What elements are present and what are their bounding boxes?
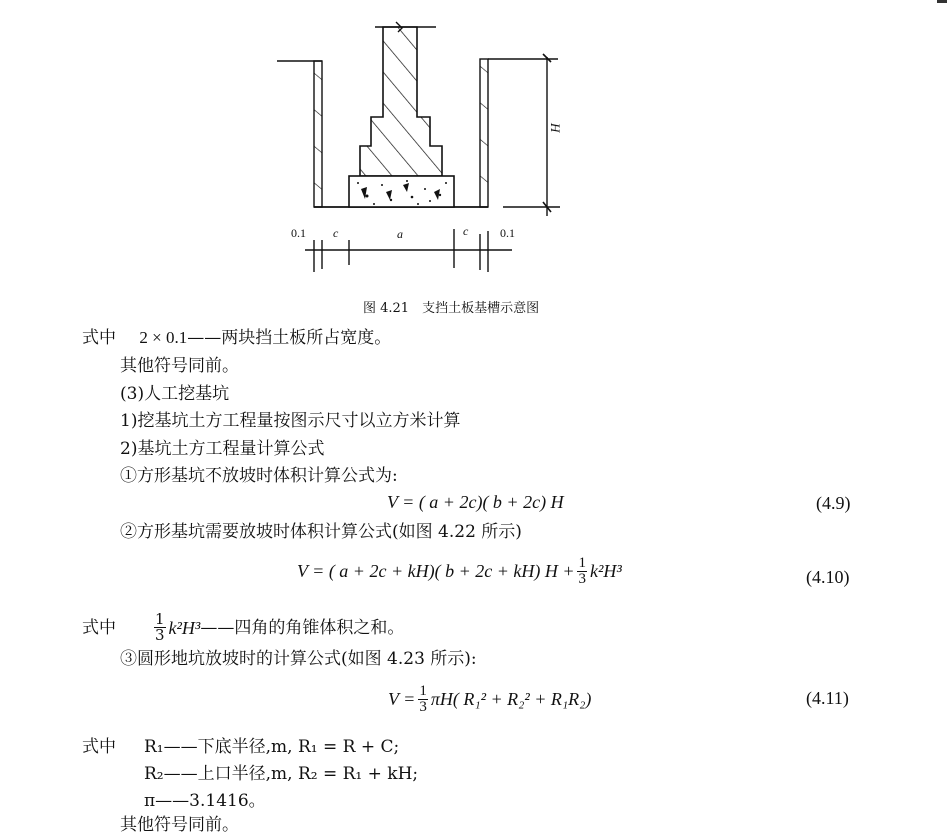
numerator: 1 — [155, 610, 165, 628]
paragraph: 其他符号同前。 — [120, 815, 239, 835]
paragraph: ②方形基坑需要放坡时体积计算公式(如图 4.22 所示) — [120, 522, 522, 542]
equation-lhs: V = — [388, 689, 416, 709]
equation-rhs: πH( R₁² + R₂² + R₁R₂) — [430, 689, 592, 709]
where-label: 式中 — [82, 328, 116, 348]
symbol: k²H³ — [168, 617, 201, 638]
symbol: 2 × 0.1 — [139, 328, 188, 347]
paragraph: ①方形基坑不放坡时体积计算公式为: — [120, 466, 398, 486]
definition: ——两块挡土板所占宽度。 — [187, 328, 392, 348]
definition-line-corner-pyramids — [82, 612, 404, 643]
definition-r2: R₂——上口半径,m, R₂ = R₁ + kH; — [144, 764, 419, 784]
dimension-label-a: a — [397, 227, 403, 241]
definition-pi: π——3.1416。 — [144, 791, 266, 811]
equation-4-11 — [388, 684, 591, 715]
dimension-label-left-c: c — [333, 226, 339, 240]
definition-line-board-width — [82, 328, 391, 348]
where-label: 式中 — [82, 737, 116, 757]
fraction — [154, 612, 166, 643]
equation-number: (4.9) — [816, 493, 851, 513]
figure-caption: 图 4.21 支挡土板基槽示意图 — [363, 301, 540, 316]
equation-4-10 — [297, 556, 622, 587]
equation-number: (4.11) — [806, 688, 849, 708]
numerator: 1 — [578, 555, 586, 571]
denominator: 3 — [155, 626, 165, 644]
equation-4-9: V = ( a + 2c)( b + 2c) H — [387, 492, 564, 512]
scan-artifact — [937, 0, 947, 3]
denominator: 3 — [578, 571, 586, 587]
where-label: 式中 — [82, 617, 116, 638]
dimension-label-h: H — [548, 123, 563, 133]
section-heading: (3)人工挖基坑 — [120, 384, 230, 404]
fraction — [418, 684, 428, 715]
foundation-trench-figure — [270, 0, 570, 290]
dimension-label-right-c: c — [463, 224, 469, 238]
paragraph: 1)挖基坑土方工程量按图示尺寸以立方米计算 — [120, 411, 461, 431]
numerator: 1 — [419, 683, 427, 699]
equation-number: (4.10) — [806, 567, 850, 587]
definition: ——四角的角锥体积之和。 — [200, 617, 405, 638]
equation-tail: k²H³ — [589, 561, 622, 581]
fraction — [577, 556, 587, 587]
denominator: 3 — [419, 699, 427, 715]
dimension-label-left-board: 0.1 — [291, 226, 306, 240]
definition-r1: R₁——下底半径,m, R₁ = R + C; — [144, 737, 400, 757]
paragraph: ③圆形地坑放坡时的计算公式(如图 4.23 所示): — [120, 649, 477, 669]
paragraph: 2)基坑土方工程量计算公式 — [120, 439, 325, 459]
equation-main: V = ( a + 2c + kH)( b + 2c + kH) H + — [297, 561, 575, 581]
dimension-label-right-board: 0.1 — [500, 226, 515, 240]
paragraph: 其他符号同前。 — [120, 356, 239, 376]
